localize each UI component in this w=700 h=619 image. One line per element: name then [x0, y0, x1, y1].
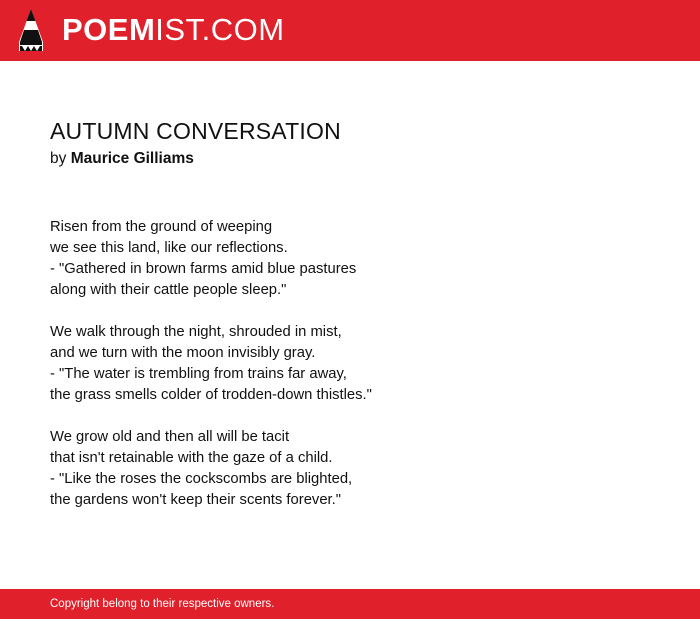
poem-title: AUTUMN CONVERSATION	[50, 118, 341, 144]
poem-author: Maurice Gilliams	[70, 150, 194, 167]
logo-text-bold: POEM	[62, 12, 156, 47]
poem-body	[50, 217, 670, 511]
poem-line: and we turn with the moon invisibly gray.	[50, 345, 316, 361]
poem-line: the grass smells colder of trodden-down thistles."	[50, 387, 372, 403]
site-footer	[0, 589, 700, 619]
byline-label: by	[50, 150, 67, 167]
site-logo-text	[62, 8, 285, 52]
poem-stanza	[50, 322, 670, 406]
site-header	[0, 0, 700, 61]
poem-stanza	[50, 217, 670, 301]
poem-stanza	[50, 427, 670, 511]
pencil-tip-icon	[18, 8, 44, 52]
poem-line: the gardens won't keep their scents forever."	[50, 492, 342, 508]
poem-line: - "The water is trembling from trains far away,	[50, 366, 347, 382]
poem-byline	[50, 148, 670, 170]
poem-line: - "Gathered in brown farms amid blue pastures	[50, 261, 357, 277]
poem-content	[50, 116, 670, 532]
poem-line: We grow old and then all will be tacit	[50, 429, 290, 445]
poem-line: along with their cattle people sleep."	[50, 282, 287, 298]
footer-copyright: Copyright belong to their respective owners.	[50, 598, 275, 610]
poem-line: Risen from the ground of weeping	[50, 219, 273, 235]
poem-line: that isn't retainable with the gaze of a child.	[50, 450, 333, 466]
poem-line: - "Like the roses the cockscombs are blighted,	[50, 471, 353, 487]
poem-line: we see this land, like our reflections.	[50, 240, 288, 256]
poem-line: We walk through the night, shrouded in mist,	[50, 324, 342, 340]
logo-text-light: IST.COM	[155, 12, 285, 47]
site-logo-link[interactable]	[18, 8, 285, 52]
